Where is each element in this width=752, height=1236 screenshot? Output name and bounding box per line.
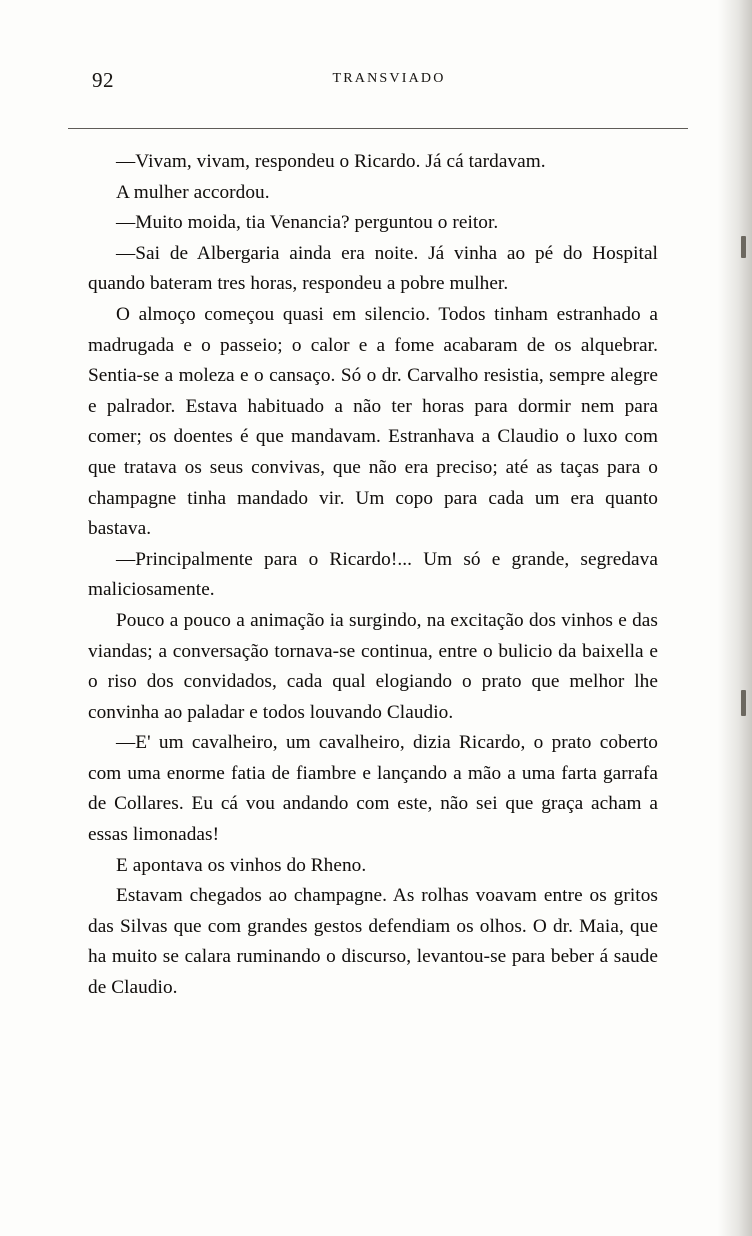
body-text xyxy=(88,147,658,1004)
paragraph: —Principalmente para o Ricardo!... Um só e grande, segredava maliciosamente. xyxy=(88,548,658,601)
paragraph: Estavam chegados ao champagne. As rolhas voavam entre os gritos das Silvas que com grandes gestos defendiam os olhos. O dr. Maia, que ha muito se calara ruminando o discurso, levantou-se para beber á saude de Claudio. xyxy=(88,885,658,999)
paragraph: —Sai de Albergaria ainda era noite. Já vinha ao pé do Hospital quando bateram tres horas, respondeu a pobre mulher. xyxy=(88,242,658,295)
page-number: 92 xyxy=(92,68,114,92)
paragraph: Pouco a pouco a animação ia surgindo, na excitação dos vinhos e das viandas; a conversação tornava-se continua, entre o bulicio da baixella e o riso dos convidados, cada qual elogiando o prato que melhor lhe convinha ao paladar e todos louvando Claudio. xyxy=(88,609,658,723)
margin-mark xyxy=(741,236,746,258)
running-head: TRANSVIADO xyxy=(332,71,446,86)
paragraph: —Muito moida, tia Venancia? perguntou o reitor. xyxy=(116,212,499,234)
paragraph: E apontava os vinhos do Rheno. xyxy=(116,854,367,876)
paragraph: —E' um cavalheiro, um cavalheiro, dizia Ricardo, o prato coberto com uma enorme fatia de fiambre e lançando a mão a uma farta garrafa de Collares. Eu cá vou andando com este, não sei que graça acham a essas limonadas! xyxy=(88,732,658,846)
header-rule xyxy=(68,128,688,129)
paragraph: O almoço começou quasi em silencio. Todos tinham estranhado a madrugada e o passeio; o calor e a fome acabaram de os alquebrar. Sentia-se a moleza e o cansaço. Só o dr. Carvalho resistia, sempre alegre e palrador. Estava habituado a não ter horas para dormir nem para comer; os doentes é que mandavam. Estranhava a Claudio o luxo com que tratava os seus convivas, que não era preciso; até as taças para o champagne tinha mandado vir. Um copo para cada um era quanto bastava. xyxy=(88,303,658,540)
paragraph: A mulher accordou. xyxy=(116,181,270,203)
page-header xyxy=(88,68,664,94)
margin-mark xyxy=(741,690,746,716)
paragraph: —Vivam, vivam, respondeu o Ricardo. Já cá tardavam. xyxy=(116,151,546,172)
